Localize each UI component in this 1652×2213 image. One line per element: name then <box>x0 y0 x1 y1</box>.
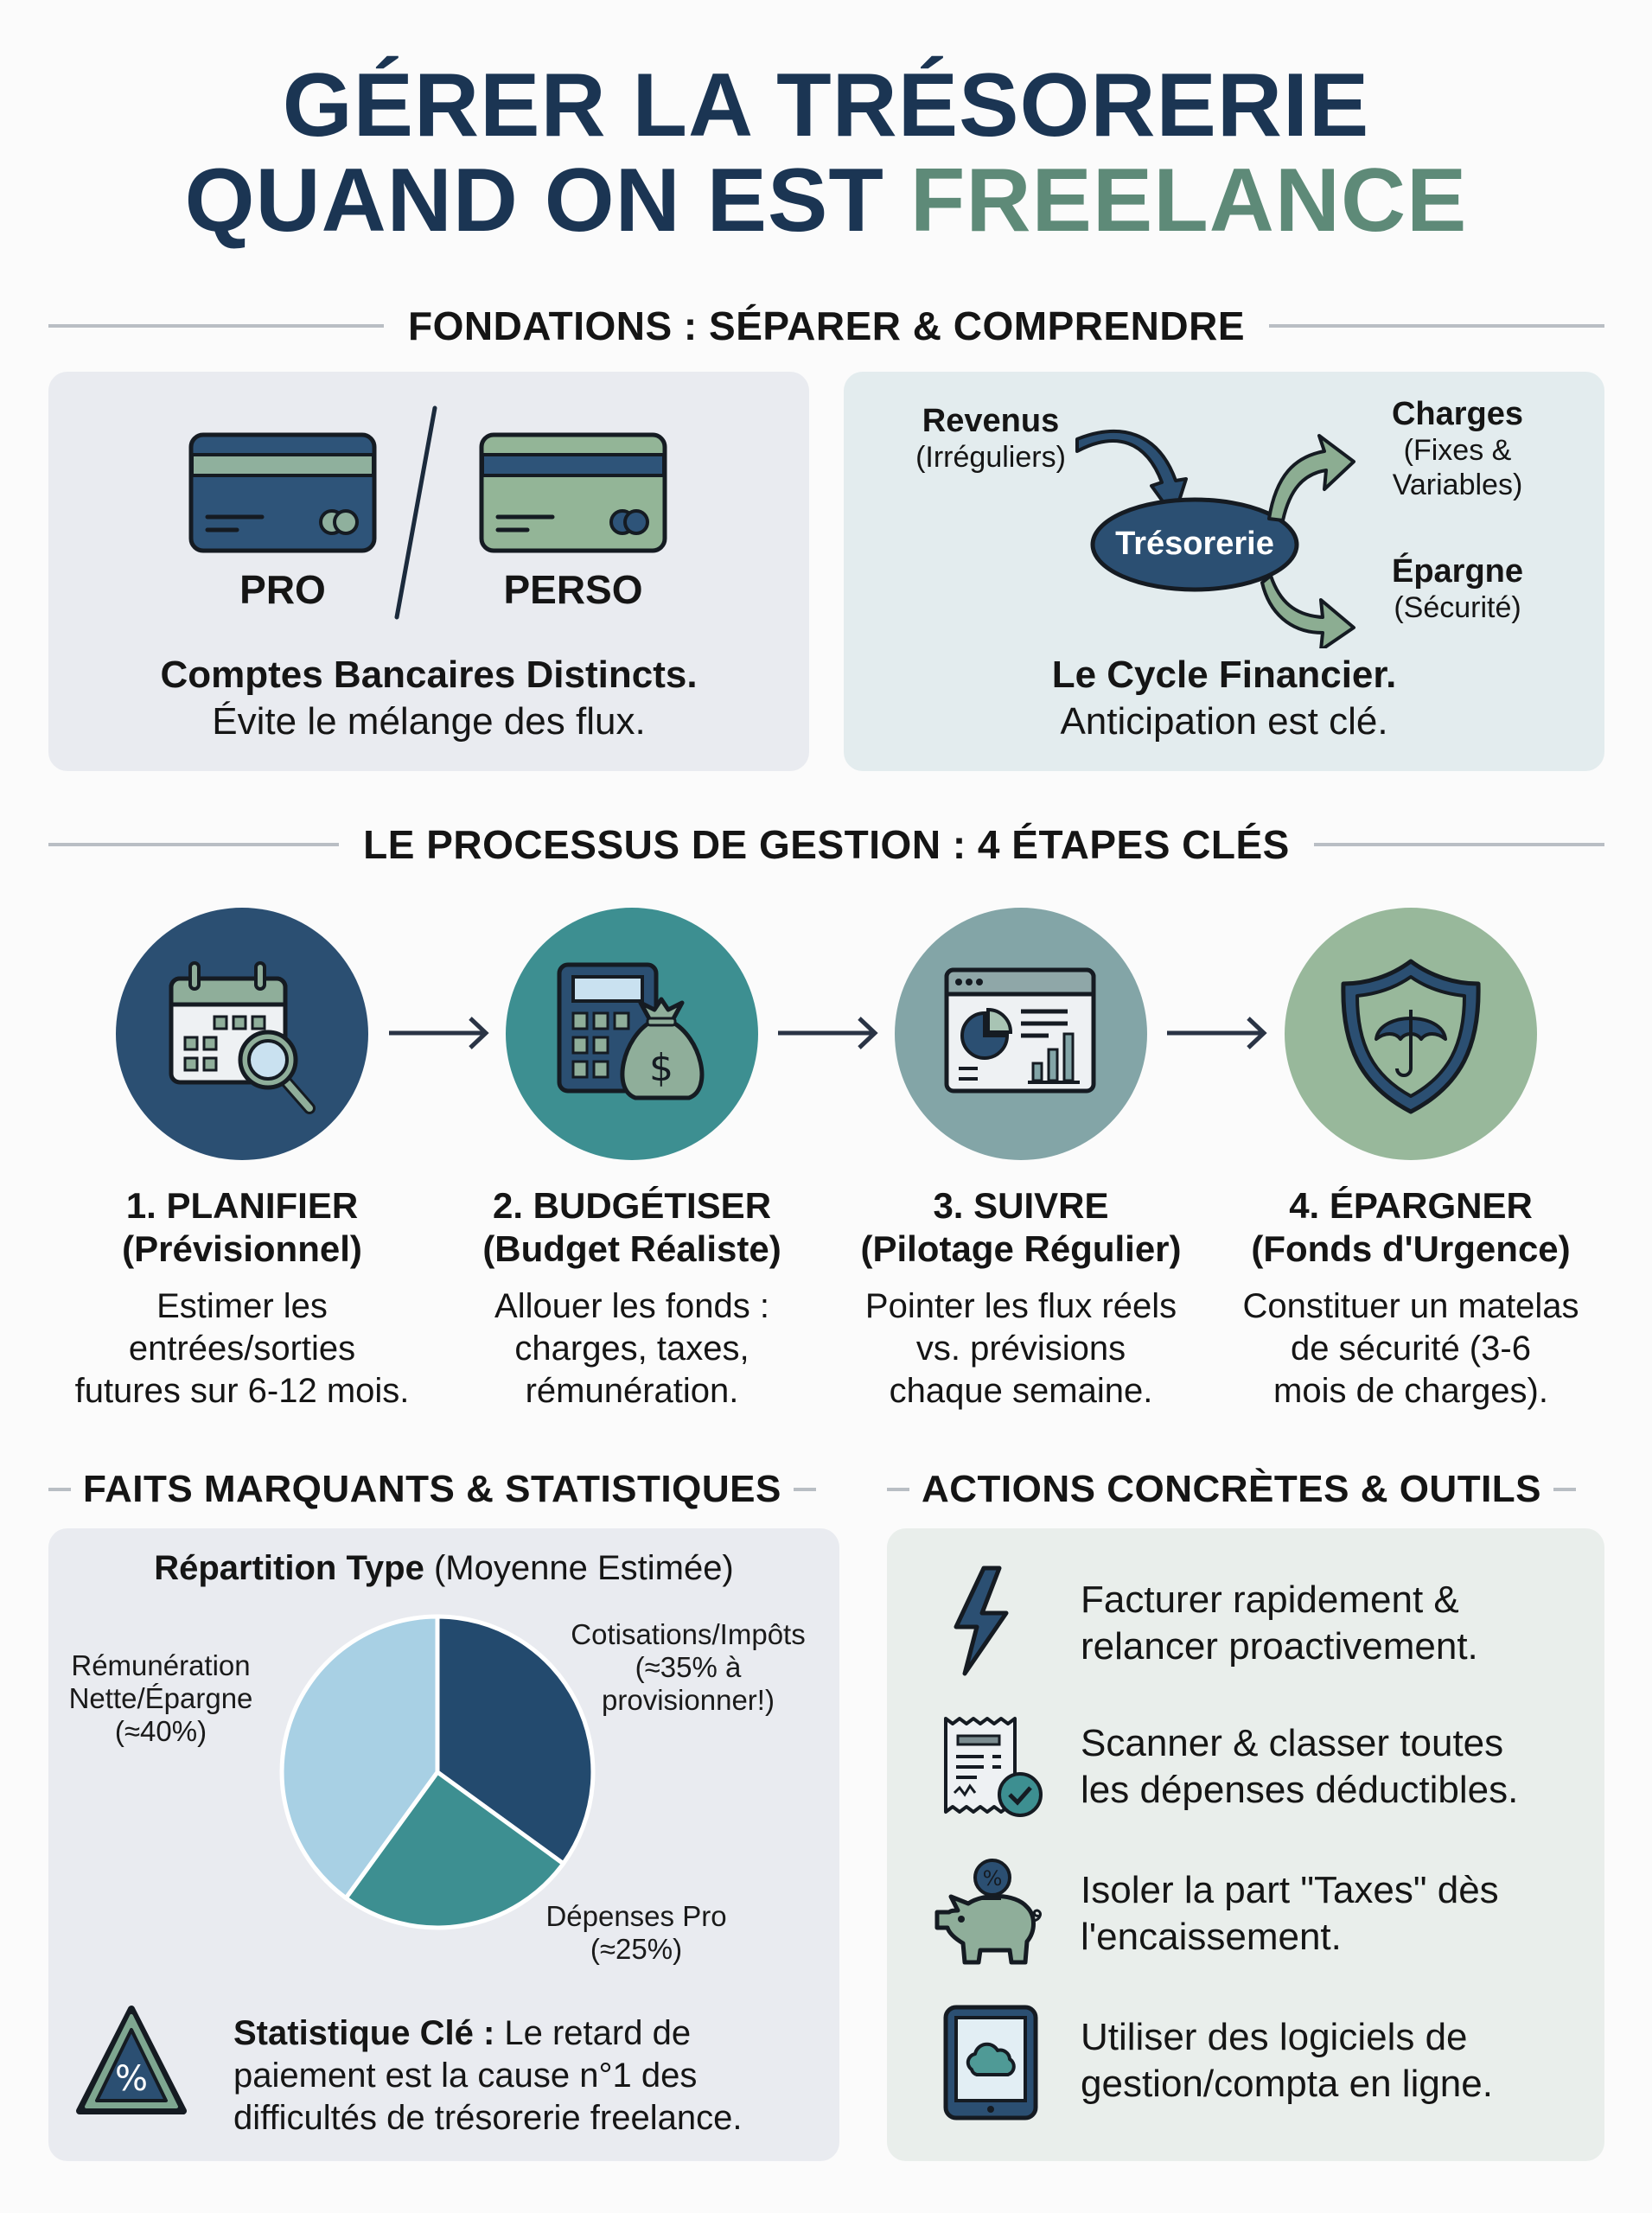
step-3-circle <box>895 908 1147 1160</box>
step-4-circle <box>1285 908 1537 1160</box>
charges-label: Charges <box>1391 396 1524 432</box>
credit-card-perso-icon <box>479 432 667 553</box>
slash-divider-icon <box>390 405 442 621</box>
action-item-2: Scanner & classer toutes les dépenses déductibles. <box>1081 1722 1519 1811</box>
epargne-sub: (Sécurité) <box>1394 591 1521 624</box>
section-header-facts <box>48 1468 839 1511</box>
pro-label: PRO <box>239 567 326 612</box>
step-1-desc: Estimer les entrées/sorties futures sur 6-12 mois. <box>74 1287 410 1410</box>
card-cycle <box>844 372 1604 771</box>
pie-label-remuneration: Rémunération Nette/Épargne (≈40%) <box>68 1649 253 1747</box>
section-header-process <box>48 821 1604 868</box>
tresorerie-node: Trésorerie <box>1115 526 1274 562</box>
epargne-label: Épargne <box>1391 553 1524 590</box>
chart-title: Répartition Type (Moyenne Estimée) <box>154 1549 734 1587</box>
step-4-title: 4. ÉPARGNER (Fonds d'Urgence) <box>1251 1185 1571 1269</box>
svg-text:%: % <box>982 1866 1003 1891</box>
step-3-title: 3. SUIVRE (Pilotage Régulier) <box>860 1185 1182 1269</box>
dashboard-icon <box>895 908 1147 1160</box>
revenus-label: Revenus <box>922 403 1060 439</box>
section-title: LE PROCESSUS DE GESTION : 4 ÉTAPES CLÉS <box>363 822 1290 867</box>
accounts-caption: Évite le mélange des flux. <box>212 700 646 743</box>
step-2-desc: Allouer les fonds : charges, taxes, rémunération. <box>494 1287 769 1410</box>
section-header-foundations <box>48 303 1604 349</box>
section-title: FONDATIONS : SÉPARER & COMPRENDRE <box>407 303 1246 348</box>
divider <box>1314 843 1604 846</box>
action-item-3: Isoler la part "Taxes" dès l'encaissement. <box>1081 1869 1499 1958</box>
perso-label: PERSO <box>503 567 643 612</box>
divider <box>48 324 384 328</box>
percent-warning-icon <box>74 2004 188 2121</box>
step-4-desc: Constituer un matelas de sécurité (3-6 mois de charges). <box>1242 1287 1579 1410</box>
section-title: FAITS MARQUANTS & STATISTIQUES <box>83 1468 781 1510</box>
divider <box>1553 1488 1576 1491</box>
svg-text:$: $ <box>649 1046 673 1090</box>
step-2-circle <box>506 908 758 1160</box>
revenus-sub: (Irréguliers) <box>915 441 1066 474</box>
lightning-bolt-icon <box>951 1565 1020 1677</box>
step-3-desc: Pointer les flux réels vs. prévisions chaque semaine. <box>864 1287 1177 1410</box>
pie-label-depenses: Dépenses Pro (≈25%) <box>545 1900 727 1965</box>
key-statistic: Statistique Clé : Le retard de paiement est la cause n°1 des difficultés de trésorerie freelance. <box>233 2014 743 2137</box>
divider <box>1269 324 1604 328</box>
tablet-cloud-icon <box>942 2004 1039 2121</box>
section-title: ACTIONS CONCRÈTES & OUTILS <box>922 1468 1542 1510</box>
step-1-title: 1. PLANIFIER (Prévisionnel) <box>122 1185 362 1269</box>
divider <box>48 843 339 846</box>
arrow-right-icon <box>387 1011 491 1055</box>
card-accounts <box>48 372 809 771</box>
cycle-caption: Anticipation est clé. <box>1060 700 1388 743</box>
calendar-search-icon <box>116 908 368 1160</box>
action-item-4: Utiliser des logiciels de gestion/compta en ligne. <box>1081 2016 1493 2105</box>
shield-umbrella-icon <box>1285 908 1537 1160</box>
svg-text:%: % <box>114 2059 149 2099</box>
arrow-right-icon <box>1165 1011 1269 1055</box>
calculator-moneybag-icon <box>506 908 758 1160</box>
charges-sub1: (Fixes & <box>1403 434 1512 467</box>
main-title-line2 <box>0 150 1652 251</box>
divider <box>794 1488 816 1491</box>
charges-sub2: Variables) <box>1392 469 1523 501</box>
credit-card-pro-icon <box>188 432 377 553</box>
accounts-caption-bold: Comptes Bancaires Distincts. <box>160 654 698 696</box>
piggy-bank-percent-icon <box>932 1859 1053 1971</box>
title-accent-part: FREELANCE <box>909 150 1468 251</box>
receipt-check-icon <box>939 1712 1046 1822</box>
pie-label-cotisations: Cotisations/Impôts (≈35% à provisionner!) <box>571 1618 806 1716</box>
arrow-right-icon <box>776 1011 880 1055</box>
divider <box>887 1488 909 1491</box>
title-main-part: QUAND ON EST <box>184 150 884 251</box>
section-header-actions <box>887 1468 1604 1511</box>
cycle-caption-bold: Le Cycle Financier. <box>1051 654 1397 696</box>
divider <box>48 1488 71 1491</box>
main-title-line1: GÉRER LA TRÉSORERIE <box>282 55 1370 156</box>
action-item-1: Facturer rapidement & relancer proactivement. <box>1081 1578 1478 1668</box>
step-2-title: 2. BUDGÉTISER (Budget Réaliste) <box>482 1185 781 1269</box>
step-1-circle <box>116 908 368 1160</box>
card-facts <box>48 1528 839 2161</box>
